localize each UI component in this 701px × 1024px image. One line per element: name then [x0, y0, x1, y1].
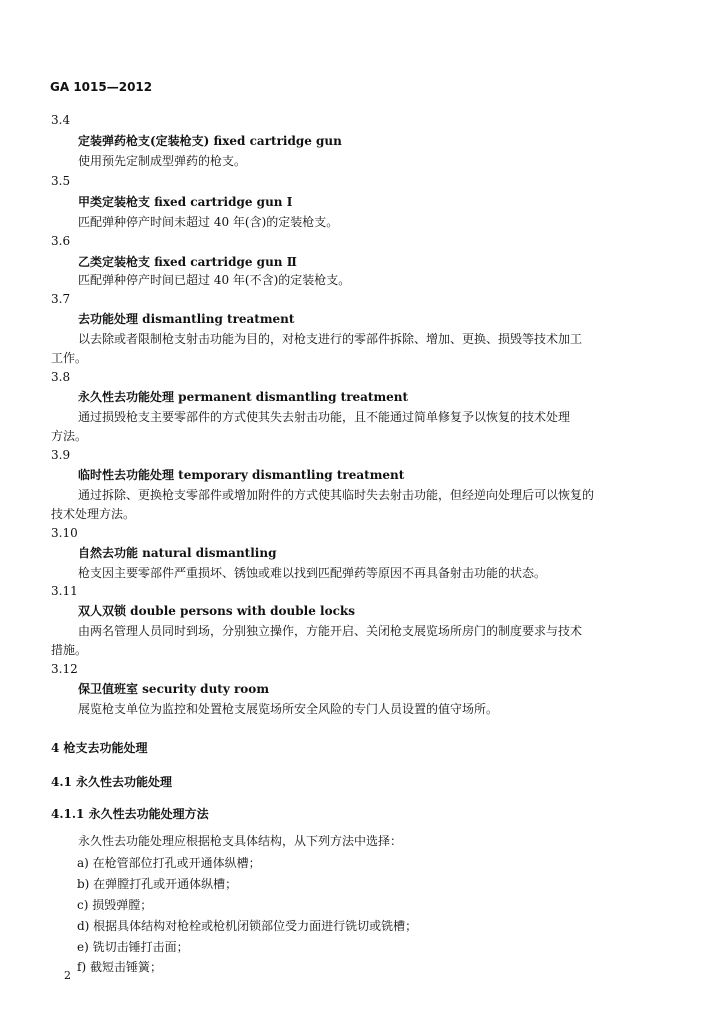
section-heading: 4.1 永久性去功能处理: [51, 775, 173, 789]
term-title: 自然去功能 natural dismantling: [78, 546, 277, 560]
clause-number: 3.8: [51, 370, 71, 384]
term-definition: 由两名管理人员同时到场，分别独立操作，方能开启、关闭枪支展览场所房门的制度要求与技术: [78, 624, 583, 638]
term-definition-continued: 方法。: [51, 429, 88, 443]
term-definition-continued: 技术处理方法。: [51, 507, 136, 521]
term-definition-continued: 措施。: [51, 643, 88, 657]
term-definition: 匹配弹种停产时间未超过 40 年(含)的定装枪支。: [78, 215, 339, 229]
list-item: e) 铣切击锤打击面；: [77, 940, 189, 954]
term-title: 甲类定装枪支 fixed cartridge gun Ⅰ: [78, 195, 293, 209]
clause-number: 3.9: [51, 448, 71, 462]
clause-number: 3.5: [51, 174, 71, 188]
term-title: 乙类定装枪支 fixed cartridge gun Ⅱ: [78, 255, 297, 269]
list-item: c) 损毁弹膛；: [77, 898, 153, 912]
term-definition: 使用预先定制成型弹药的枪支。: [78, 154, 247, 168]
term-definition: 以去除或者限制枪支射击功能为目的，对枪支进行的零部件拆除、增加、更换、损毁等技术加工: [78, 332, 583, 346]
clause-number: 3.4: [51, 113, 71, 127]
term-definition: 通过拆除、更换枪支零部件或增加附件的方式使其临时失去射击功能，但经逆向处理后可以恢复的: [78, 488, 595, 502]
list-item: f) 截短击锤簧；: [77, 960, 162, 974]
term-title: 永久性去功能处理 permanent dismantling treatment: [78, 390, 409, 404]
term-definition: 展览枪支单位为监控和处置枪支展览场所安全风险的专门人员设置的值守场所。: [78, 702, 499, 716]
standard-code: GA 1015—2012: [50, 80, 153, 94]
clause-number: 3.7: [51, 292, 71, 306]
term-definition: 匹配弹种停产时间已超过 40 年(不含)的定装枪支。: [78, 273, 351, 287]
subsection-heading: 4.1.1 永久性去功能处理方法: [51, 807, 209, 821]
clause-number: 3.12: [51, 662, 78, 676]
page-number: 2: [64, 969, 71, 982]
method-intro: 永久性去功能处理应根据枪支具体结构，从下列方法中选择：: [78, 834, 403, 848]
list-item: a) 在枪管部位打孔或开通体纵槽；: [77, 856, 261, 870]
chapter-heading: 4 枪支去功能处理: [51, 741, 148, 755]
clause-number: 3.11: [51, 584, 78, 598]
term-definition-continued: 工作。: [51, 351, 88, 365]
term-title: 双人双锁 double persons with double locks: [78, 604, 355, 618]
term-title: 定装弹药枪支(定装枪支) fixed cartridge gun: [78, 134, 342, 148]
term-title: 临时性去功能处理 temporary dismantling treatment: [78, 468, 405, 482]
clause-number: 3.6: [51, 234, 71, 248]
term-definition: 枪支因主要零部件严重损坏、锈蚀或难以找到匹配弹药等原因不再具备射击功能的状态。: [78, 566, 547, 580]
list-item: b) 在弹膛打孔或开通体纵槽；: [77, 877, 238, 891]
term-title: 保卫值班室 security duty room: [78, 682, 270, 696]
clause-number: 3.10: [51, 526, 78, 540]
term-title: 去功能处理 dismantling treatment: [78, 312, 295, 326]
term-definition: 通过损毁枪支主要零部件的方式使其失去射击功能，且不能通过简单修复予以恢复的技术处理: [78, 410, 571, 424]
list-item: d) 根据具体结构对枪栓或枪机闭锁部位受力面进行铣切或铣槽；: [77, 919, 418, 933]
